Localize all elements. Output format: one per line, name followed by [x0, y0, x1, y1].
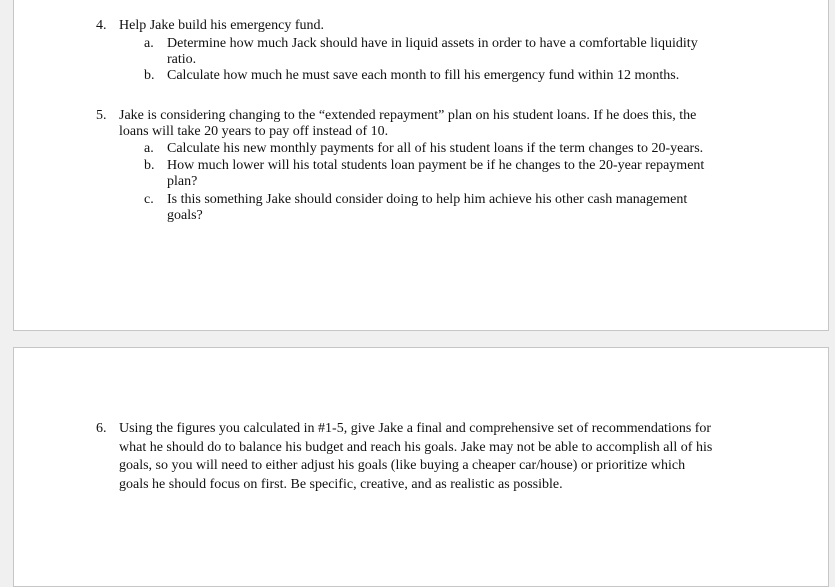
question-text [119, 420, 712, 494]
sub-letter: b. [144, 68, 155, 83]
sub-text-line: How much lower will his total students loan payment be if he changes to the 20-year repayment [167, 158, 705, 173]
question-number: 4. [96, 18, 107, 33]
question-text: Help Jake build his emergency fund. [119, 18, 325, 33]
question-text [119, 108, 696, 140]
question-number: 6. [96, 421, 107, 436]
sub-text [167, 36, 698, 68]
sub-letter: a. [144, 141, 154, 156]
sub-text [167, 158, 704, 190]
sub-text-line: Calculate his new monthly payments for all of his student loans if the term changes to 20-years. [167, 141, 704, 156]
question-text-line: loans will take 20 years to pay off instead of 10. [119, 124, 389, 139]
sub-text-line: Determine how much Jack should have in liquid assets in order to have a comfortable liquidity [167, 36, 698, 51]
question-text-line: goals he should focus on first. Be specific, creative, and as realistic as possible. [119, 476, 563, 492]
sub-letter: b. [144, 158, 155, 173]
sub-letter: a. [144, 36, 154, 51]
question-text-line: what he should do to balance his budget and reach his goals. Jake may not be able to accomplish all of his [119, 439, 713, 455]
sub-text [167, 192, 687, 224]
sub-text-line: Is this something Jake should consider doing to help him achieve his other cash management [167, 192, 688, 207]
sub-letter: c. [144, 192, 154, 207]
sub-text [167, 68, 679, 84]
question-text-line: Using the figures you calculated in #1-5, give Jake a final and comprehensive set of recommendations for [119, 421, 712, 436]
question-number: 5. [96, 108, 107, 123]
sub-text [167, 141, 703, 157]
sub-text-line: ratio. [167, 52, 197, 67]
question-text-line: Jake is considering changing to the “extended repayment” plan on his student loans. If he does this, the [119, 108, 697, 123]
sub-text-line: Calculate how much he must save each month to fill his emergency fund within 12 months. [167, 68, 680, 83]
sub-text-line: plan? [167, 174, 198, 189]
question-text-line: goals, so you will need to either adjust his goals (like buying a cheaper car/house) or prioritize which [119, 458, 686, 473]
sub-text-line: goals? [167, 208, 203, 223]
